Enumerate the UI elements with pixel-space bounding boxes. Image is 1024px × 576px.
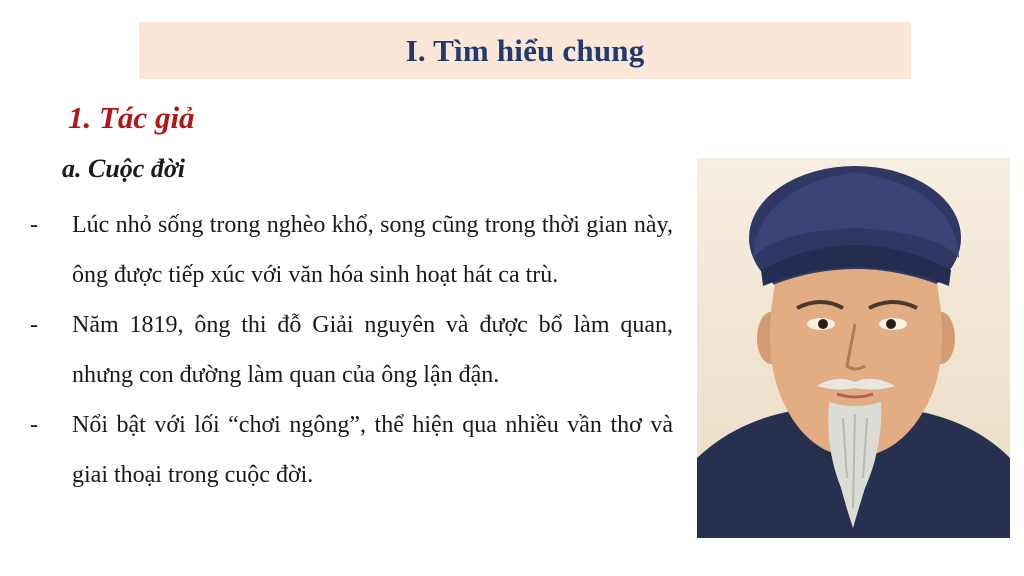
bullet-marker: - [30, 212, 38, 238]
list-item [30, 400, 673, 500]
portrait-image [697, 158, 1010, 538]
list-item [30, 200, 673, 300]
slide-title: I. Tìm hiểu chung [405, 32, 645, 68]
title-bar [139, 22, 911, 79]
subsection-heading: a. Cuộc đời [62, 154, 186, 183]
bullet-text: Nổi bật với lối “chơi ngông”, thể hiện qua nhiều vần thơ và giai thoại trong cuộc đời. [72, 412, 673, 488]
section-heading: 1. Tác giả [68, 100, 195, 135]
portrait-illustration [697, 158, 1010, 538]
bullet-marker: - [30, 312, 38, 338]
list-item [30, 300, 673, 400]
bullet-text: Lúc nhỏ sống trong nghèo khổ, song cũng trong thời gian này, ông được tiếp xúc với văn hóa sinh hoạt hát ca trù. [72, 212, 673, 288]
bullet-list [30, 200, 673, 500]
bullet-marker: - [30, 412, 38, 438]
bullet-text: Năm 1819, ông thi đỗ Giải nguyên và được bổ làm quan, nhưng con đường làm quan của ông lận đận. [72, 312, 673, 388]
